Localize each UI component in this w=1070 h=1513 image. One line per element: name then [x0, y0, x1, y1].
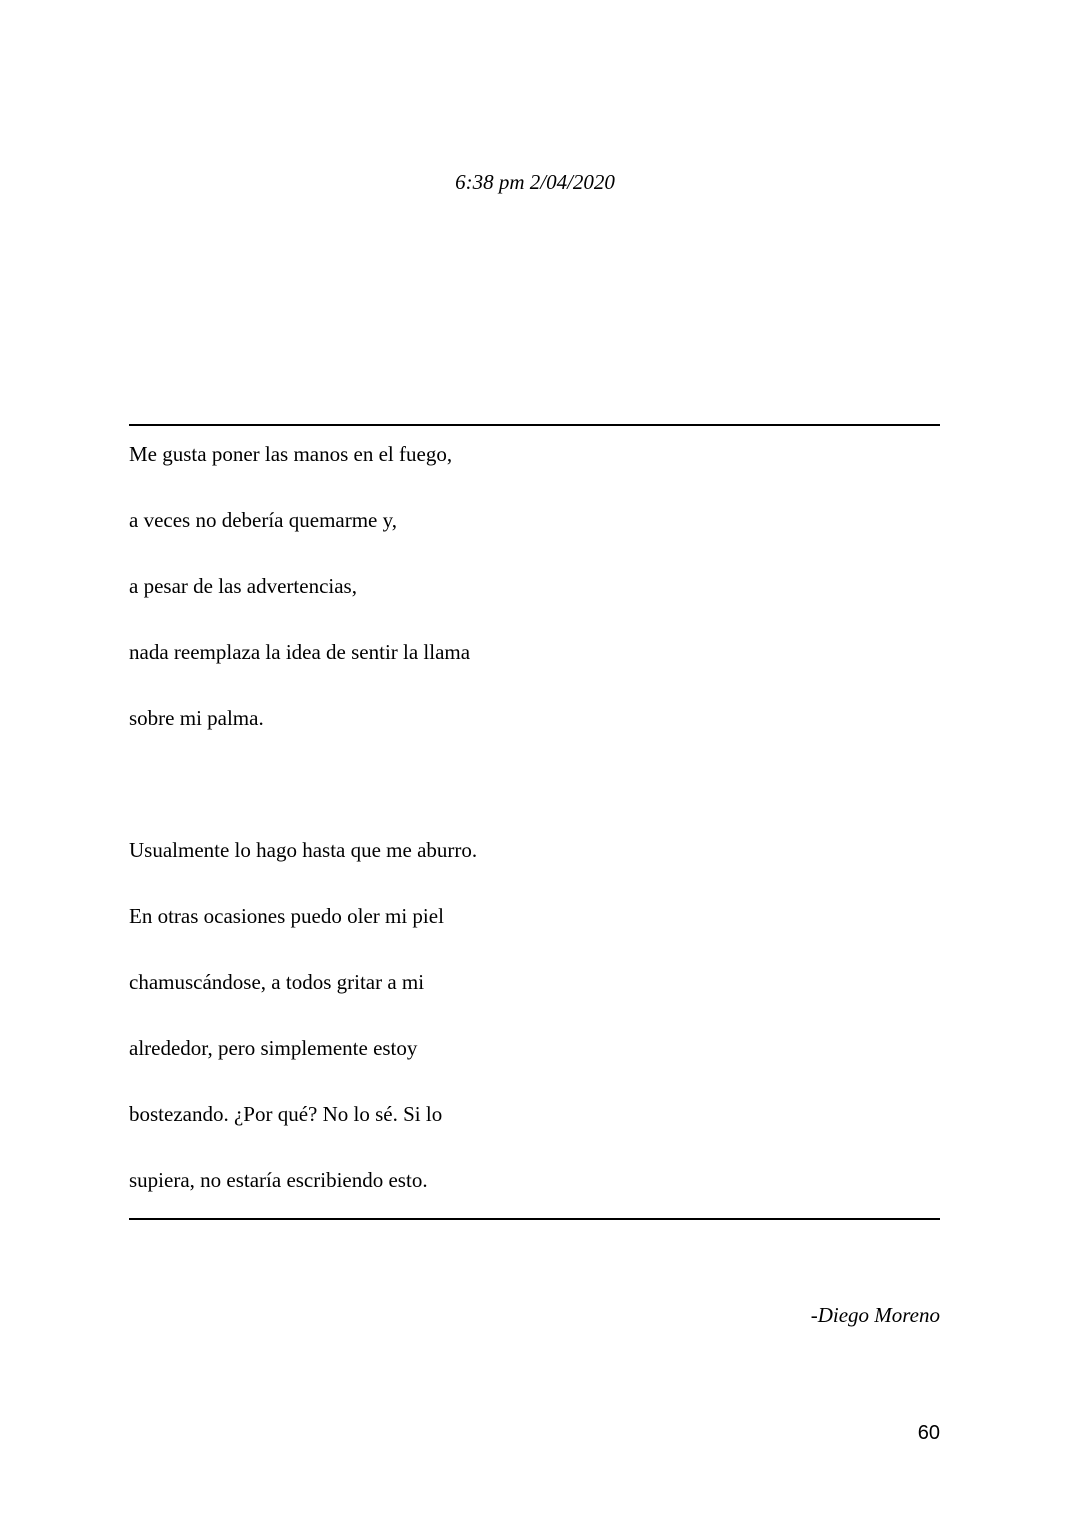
poem-line: chamuscándose, a todos gritar a mi	[129, 970, 425, 994]
poem-line: a pesar de las advertencias,	[129, 574, 357, 598]
poem-line: Me gusta poner las manos en el fuego,	[129, 442, 453, 466]
poem-line: nada reemplaza la idea de sentir la llama	[129, 640, 471, 664]
poem-line: supiera, no estaría escribiendo esto.	[129, 1168, 428, 1192]
poem-line: bostezando. ¿Por qué? No lo sé. Si lo	[129, 1102, 443, 1126]
top-divider	[129, 424, 940, 426]
page-number: 60	[917, 1422, 940, 1444]
poem-line: sobre mi palma.	[129, 706, 264, 730]
author-signature: -Diego Moreno	[810, 1303, 940, 1327]
poem-line: alrededor, pero simplemente estoy	[129, 1036, 418, 1060]
bottom-divider	[129, 1218, 940, 1220]
poem-line: En otras ocasiones puedo oler mi piel	[129, 904, 444, 928]
poem-line: a veces no debería quemarme y,	[129, 508, 398, 532]
timestamp: 6:38 pm 2/04/2020	[455, 170, 615, 194]
poem-line: Usualmente lo hago hasta que me aburro.	[129, 838, 478, 862]
